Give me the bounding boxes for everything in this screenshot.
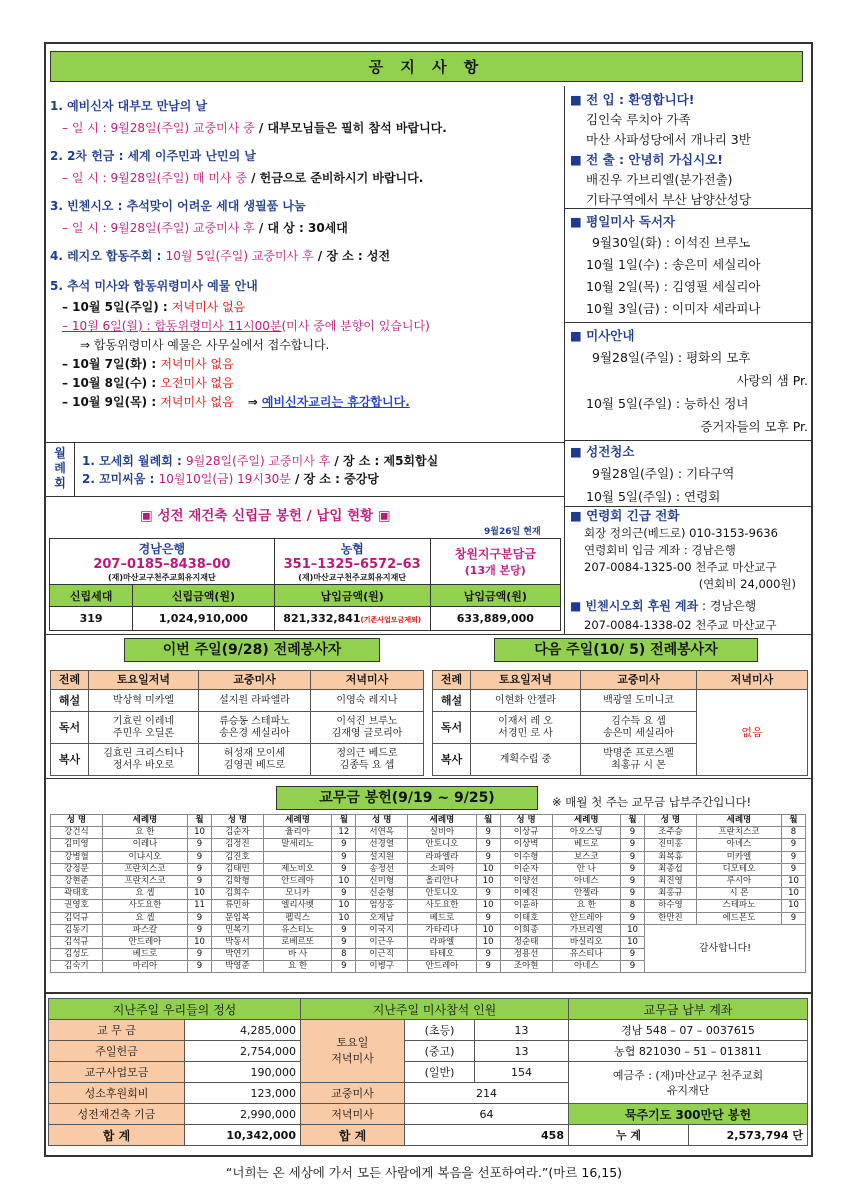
dues-cell: 김순자 bbox=[211, 827, 263, 839]
divider bbox=[565, 208, 811, 209]
dues-cell: 민복기 bbox=[211, 924, 263, 936]
divider bbox=[46, 496, 564, 497]
dues-header-cell: 월 bbox=[332, 815, 356, 827]
dues-cell: 프란치스코 bbox=[102, 863, 187, 875]
dues-cell: 정순태 bbox=[500, 936, 552, 948]
dues-cell: 10 bbox=[188, 888, 212, 900]
dues-header-cell: 성 명 bbox=[500, 815, 552, 827]
dues-cell: 이윤하 bbox=[500, 900, 552, 912]
offering-heading: 지난주일 우리들의 정성 bbox=[49, 999, 301, 1020]
dues-cell: 최복휴 bbox=[644, 851, 696, 863]
dues-cell: 9 bbox=[476, 961, 500, 973]
dues-cell: 9 bbox=[621, 851, 645, 863]
table-row bbox=[51, 851, 806, 863]
fund-val-households: 319 bbox=[50, 607, 133, 631]
dues-cell: 에드몬도 bbox=[696, 912, 781, 924]
table-row bbox=[51, 888, 806, 900]
dues-cell: 보스코 bbox=[552, 851, 621, 863]
table-row bbox=[51, 900, 806, 912]
dues-cell: 말세리노 bbox=[263, 839, 332, 851]
dues-cell: 10 bbox=[476, 875, 500, 887]
dues-cell: 선경열 bbox=[356, 839, 408, 851]
mass-2b: 증거자들의 모후 Pr. bbox=[700, 419, 808, 434]
right-column bbox=[570, 90, 808, 210]
dues-cell: 9 bbox=[621, 912, 645, 924]
dues-cell: 권영호 bbox=[51, 900, 103, 912]
dues-cell bbox=[263, 851, 332, 863]
dues-cell: 10 bbox=[188, 827, 212, 839]
dues-cell: 로베르또 bbox=[263, 936, 332, 948]
dues-header-cell: 세례명 bbox=[552, 815, 621, 827]
dues-cell: 강병혈 bbox=[51, 851, 103, 863]
dues-cell: 진미홍 bbox=[644, 839, 696, 851]
cleaning-heading: ■ 성전청소 bbox=[570, 444, 635, 459]
dues-cell: 서연옥 bbox=[356, 827, 408, 839]
table-row bbox=[51, 912, 806, 924]
dues-cell: 8 bbox=[782, 827, 806, 839]
fund-col-households: 신립세대 bbox=[50, 585, 133, 607]
monthly-line-1: 1. 모세회 월례회 : 9월28일(주일) 교중미사 후 / 장 소 : 제5회합실 bbox=[82, 454, 439, 468]
dues-cell: 9 bbox=[621, 839, 645, 851]
chuseok-line-1: – 10월 5일(주일) : 저녁미사 없음 bbox=[62, 300, 246, 314]
dues-cell: 신순형 bbox=[356, 888, 408, 900]
dues-cell: 10 bbox=[782, 875, 806, 887]
dues-cell: 박영준 bbox=[211, 961, 263, 973]
dues-cell: 김숙기 bbox=[51, 961, 103, 973]
service-next-title: 다음 주일(10/ 5) 전례봉사자 bbox=[494, 638, 758, 662]
dues-cell: 김성도 bbox=[51, 949, 103, 961]
service-this-title: 이번 주일(9/28) 전례봉사자 bbox=[124, 638, 380, 662]
dues-cell: 하수영 bbox=[644, 900, 696, 912]
dues-cell: 9 bbox=[188, 961, 212, 973]
chuseok-line-4: – 10월 7일(화) : 저녁미사 없음 bbox=[62, 357, 234, 371]
mass-heading: ■ 미사안내 bbox=[570, 328, 635, 343]
dues-cell: 이수형 bbox=[500, 851, 552, 863]
dues-cell: 9 bbox=[188, 863, 212, 875]
dues-header-cell: 세례명 bbox=[263, 815, 332, 827]
dues-cell: 가타리나 bbox=[408, 924, 477, 936]
mass-1: 9월28일(주일) : 평화의 모후 bbox=[592, 350, 751, 365]
dues-cell: 9 bbox=[621, 875, 645, 887]
dues-cell: 9 bbox=[621, 863, 645, 875]
cleaning-2: 10월 5일(주일) : 연령회 bbox=[586, 489, 721, 504]
dues-cell: 바실리오 bbox=[552, 936, 621, 948]
dues-header-cell: 월 bbox=[188, 815, 212, 827]
dues-cell: 안젤라 bbox=[552, 888, 621, 900]
divider bbox=[565, 440, 811, 441]
dues-cell: 김태민 bbox=[211, 863, 263, 875]
table-row bbox=[51, 924, 806, 936]
fund-col-pledge: 신립금액(원) bbox=[133, 585, 275, 607]
dues-cell: 제노비오 bbox=[263, 863, 332, 875]
table-row bbox=[51, 863, 806, 875]
funeral-fee: (연회비 24,000원) bbox=[698, 577, 796, 591]
dues-cell: 베드로 bbox=[408, 912, 477, 924]
dues-cell: 10 bbox=[332, 875, 356, 887]
dues-cell: 베드로 bbox=[552, 839, 621, 851]
column-divider bbox=[564, 86, 565, 634]
cleaning-1: 9월28일(주일) : 기타구역 bbox=[592, 466, 735, 481]
dues-cell: 라파엘 bbox=[408, 936, 477, 948]
dues-cell: 10 bbox=[621, 936, 645, 948]
dues-cell: 문임복 bbox=[211, 912, 263, 924]
dues-cell: 사도요한 bbox=[408, 900, 477, 912]
dues-cell: 10 bbox=[476, 900, 500, 912]
dues-cell: 엘리사벳 bbox=[263, 900, 332, 912]
dues-cell: 강현준 bbox=[51, 875, 103, 887]
dues-cell: 9 bbox=[621, 888, 645, 900]
notice-1-head: 1. 예비신자 대부모 만남의 날 bbox=[50, 99, 208, 113]
dues-cell: 9 bbox=[332, 924, 356, 936]
dues-cell: 11 bbox=[188, 900, 212, 912]
dues-table bbox=[50, 814, 806, 973]
dues-cell: 9 bbox=[782, 863, 806, 875]
chuseok-line-3: ⇒ 합동위령미사 예물은 사무실에서 접수합니다. bbox=[80, 338, 330, 352]
notice-5-head: 5. 추석 미사와 합동위령미사 예물 안내 bbox=[50, 279, 258, 293]
dues-cell: 9 bbox=[621, 827, 645, 839]
chuseok-line-5: – 10월 8일(수) : 오전미사 없음 bbox=[62, 376, 234, 390]
dues-cell: 정용선 bbox=[500, 949, 552, 961]
dues-cell: 10 bbox=[782, 900, 806, 912]
service-this-table: 전례 토요일저녁 교중미사 저녁미사 해설 박상혁 미카엘 설지원 라파엘라 이영숙 레지나 독서 기효린 이레네 주민우 오딜론 류승동 스테파노 송은경 세실리아 이석진 브루노 김재영 글로리아 복사 김효린 크리스티나 정서우 바오로 허성재 모이세 김영권 베드로 정의근 베드로 김종득 요 셉 bbox=[50, 670, 424, 776]
dues-cell: 안드레아 bbox=[408, 961, 477, 973]
dues-cell: 김동기 bbox=[51, 924, 103, 936]
dues-cell: 류민하 bbox=[211, 900, 263, 912]
dues-header-cell: 세례명 bbox=[102, 815, 187, 827]
vincent-heading: ■ 빈첸시오회 후원 계좌 : 경남은행 bbox=[570, 599, 757, 613]
fund-table bbox=[49, 538, 561, 631]
dues-cell: 베드로 bbox=[102, 949, 187, 961]
transfer-in-heading: ■ 전 입 : 환영합니다! bbox=[570, 92, 695, 107]
readers-heading: ■ 평일미사 독서자 bbox=[570, 214, 676, 229]
dues-cell: 9 bbox=[476, 949, 500, 961]
dues-cell: 9 bbox=[332, 863, 356, 875]
dues-cell: 9 bbox=[188, 875, 212, 887]
dues-cell: 아네스 bbox=[552, 875, 621, 887]
page-title: 공 지 사 항 bbox=[50, 51, 803, 82]
table-row bbox=[51, 827, 806, 839]
dues-cell: 이희종 bbox=[500, 924, 552, 936]
funeral-phone: 회장 정의근(베드로) 010-3153-9636 bbox=[584, 526, 778, 540]
dues-cell: 요 한 bbox=[552, 900, 621, 912]
dues-cell: 10 bbox=[621, 924, 645, 936]
dues-cell: 김정진 bbox=[211, 839, 263, 851]
dues-header-cell: 성 명 bbox=[644, 815, 696, 827]
fund-val-paid: 821,332,841(기존사업모금제외) bbox=[274, 607, 430, 631]
dues-header-cell: 세례명 bbox=[408, 815, 477, 827]
dues-cell: 스테파노 bbox=[696, 900, 781, 912]
dues-cell: 12 bbox=[332, 827, 356, 839]
dues-cell: 안토니오 bbox=[408, 888, 477, 900]
dues-cell: 요 셉 bbox=[102, 888, 187, 900]
fund-title: ▣ 성전 재건축 신립금 봉헌 / 납입 현황 ▣ bbox=[140, 508, 391, 524]
dues-cell: 시 몬 bbox=[696, 888, 781, 900]
mass-1b: 사랑의 샘 Pr. bbox=[736, 373, 808, 388]
dues-cell: 이태호 bbox=[500, 912, 552, 924]
notices bbox=[50, 98, 560, 410]
dues-header-cell: 성 명 bbox=[211, 815, 263, 827]
table-row bbox=[51, 875, 806, 887]
dues-cell: 박동서 bbox=[211, 936, 263, 948]
dues-cell: 9 bbox=[476, 839, 500, 851]
dues-cell: 유스티나 bbox=[552, 949, 621, 961]
dues-cell: 오재남 bbox=[356, 912, 408, 924]
dues-cell: 9 bbox=[476, 851, 500, 863]
dues-cell: 가브리엘 bbox=[552, 924, 621, 936]
dues-cell: 8 bbox=[621, 900, 645, 912]
dues-cell: 9 bbox=[621, 949, 645, 961]
dues-header-cell: 월 bbox=[621, 815, 645, 827]
dues-cell: 프란치스코 bbox=[696, 827, 781, 839]
dues-cell: 엄상홍 bbox=[356, 900, 408, 912]
dues-cell: 아네스 bbox=[552, 961, 621, 973]
dues-cell: 김학형 bbox=[211, 875, 263, 887]
dues-cell: 안 나 bbox=[552, 863, 621, 875]
dues-cell: 이근직 bbox=[356, 949, 408, 961]
dues-cell: 설지원 bbox=[356, 851, 408, 863]
reader-4: 10월 3일(금) : 이미자 세라피나 bbox=[586, 301, 761, 316]
dues-header-cell: 성 명 bbox=[51, 815, 103, 827]
divider bbox=[74, 442, 75, 496]
dues-cell: 10 bbox=[476, 863, 500, 875]
dues-cell: 최홍규 bbox=[644, 888, 696, 900]
dues-cell: 실비아 bbox=[408, 827, 477, 839]
transfer-out-2: 기타구역에서 부산 남양산성당 bbox=[586, 192, 751, 207]
funeral-account-label: 연령회비 입금 계좌 : 경남은행 bbox=[584, 543, 736, 557]
dues-cell: 안드레아 bbox=[552, 912, 621, 924]
dues-cell: 9 bbox=[782, 912, 806, 924]
dues-header-cell: 세례명 bbox=[696, 815, 781, 827]
bank-nh: 농협 351–1325–6572–63 (재)마산교구천주교회유지재단 bbox=[274, 539, 430, 585]
monthly-side-label: 월 례 회 bbox=[54, 446, 66, 490]
dues-cell: 10 bbox=[476, 924, 500, 936]
notice-2-head: 2. 2차 헌금 : 세계 이주민과 난민의 날 bbox=[50, 149, 256, 163]
funeral-heading: ■ 연령회 긴급 전화 bbox=[570, 508, 680, 523]
notice-4: 4. 레지오 합동주회 : 10월 5일(주일) 교중미사 후 / 장 소 : 성전 bbox=[50, 249, 391, 263]
fund-date: 9월26일 현재 bbox=[484, 527, 541, 537]
dues-cell: 이순자 bbox=[500, 863, 552, 875]
dues-cell: 한만진 bbox=[644, 912, 696, 924]
dues-cell: 9 bbox=[332, 888, 356, 900]
dues-cell: 9 bbox=[782, 851, 806, 863]
vincent-section bbox=[570, 596, 808, 634]
dues-cell: 요 한 bbox=[102, 827, 187, 839]
mass-2: 10월 5일(주일) : 능하신 정녀 bbox=[586, 396, 749, 411]
cleaning-section bbox=[570, 442, 808, 508]
dues-cell: 조주승 bbox=[644, 827, 696, 839]
footer-verse: “너희는 온 세상에 가서 모든 사람에게 복음을 선포하여라.”(마르 16,15) bbox=[225, 1165, 623, 1180]
divider bbox=[46, 634, 811, 635]
attendance-heading: 지난주일 미사참석 인원 bbox=[301, 999, 569, 1020]
dues-cell: 라파엘라 bbox=[408, 851, 477, 863]
dues-cell: 9 bbox=[332, 936, 356, 948]
divider bbox=[565, 322, 811, 323]
transfer-in-1: 김인숙 루치아 가족 bbox=[586, 112, 691, 127]
transfer-out-1: 배진우 가브리엘(분가전출) bbox=[586, 172, 733, 187]
bank-changwon: 창원지구분담금 (13개 본당) bbox=[430, 539, 560, 585]
dues-cell: 프란치스코 bbox=[102, 875, 187, 887]
dues-cell: 9 bbox=[476, 888, 500, 900]
dues-cell: 이국지 bbox=[356, 924, 408, 936]
fund-val-pledge: 1,024,910,000 bbox=[133, 607, 275, 631]
dues-cell: 아녜스 bbox=[696, 839, 781, 851]
dues-cell: 김석규 bbox=[51, 936, 103, 948]
divider bbox=[46, 442, 564, 443]
dues-note: ※ 매월 첫 주는 교무금 납부주간입니다! bbox=[552, 795, 752, 809]
dues-cell: 이레나 bbox=[102, 839, 187, 851]
dues-cell: 9 bbox=[188, 851, 212, 863]
reader-1: 9월30일(화) : 이석진 브루노 bbox=[592, 235, 751, 250]
dues-cell: 김덕규 bbox=[51, 912, 103, 924]
dues-cell: 최진영 bbox=[644, 875, 696, 887]
dues-cell: 율리아 bbox=[263, 827, 332, 839]
dues-cell: 강건식 bbox=[51, 827, 103, 839]
notice-2-detail: – 일 시 : 9월28일(주일) 매 미사 중 / 헌금으로 준비하시기 바랍니다. bbox=[62, 171, 424, 185]
dues-cell: 안토니오 bbox=[408, 839, 477, 851]
notice-3-detail: – 일 시 : 9월28일(주일) 교중미사 후 / 대 상 : 30세대 bbox=[62, 221, 348, 235]
reader-3: 10월 2일(목) : 김영필 세실리아 bbox=[586, 279, 761, 294]
dues-cell: 모니카 bbox=[263, 888, 332, 900]
dues-header-cell: 월 bbox=[476, 815, 500, 827]
fund-val-paid-2: 633,889,000 bbox=[430, 607, 560, 631]
vincent-account: 207-0084-1338-02 천주교 마산교구 bbox=[584, 618, 777, 632]
dues-cell: 안드레아 bbox=[263, 875, 332, 887]
dues-cell: 이병구 bbox=[356, 961, 408, 973]
dues-cell: 아오스딩 bbox=[552, 827, 621, 839]
dues-cell: 이근우 bbox=[356, 936, 408, 948]
dues-cell: 신미형 bbox=[356, 875, 408, 887]
dues-cell: 송정선 bbox=[356, 863, 408, 875]
service-next-table: 전례 토요일저녁 교중미사 저녁미사 해설 이현화 안젤라 백광열 도미니코 없음 독서 이재서 레 오 서경민 로 사 김수득 요 셉 송은미 세실리아 복사 계획수립 중 박명준 프로스펠 최홍규 시 몬 bbox=[432, 670, 808, 776]
dues-cell: 이상벽 bbox=[500, 839, 552, 851]
summary-table: 지난주일 우리들의 정성 지난주일 미사참석 인원 교무금 납부 계좌 교 무 금 4,285,000 토요일 저녁미사 (초등) 13 경남 548 – 07 – 0037615 주일헌금 2,754,000 (중고) 13 농협 821030 – 51 – 013811 교구사업모금 190,000 (일반) 154 예금주 : (재)마산교구 천주교회 유지재단 성소후원회비 123,000 교중미사 214 성전재건축 기금 2,990,000 저녁미사 64 묵주기도 300만단 봉헌 합 계 10,342,000 합 계 458 누 계 2,573,794 단 bbox=[48, 998, 808, 1146]
dues-cell: 박연기 bbox=[211, 949, 263, 961]
chuseok-line-2: – 10월 6일(월) : 합동위령미사 11시00분(미사 중에 분향이 있습니다) bbox=[62, 319, 430, 333]
dues-cell: 10 bbox=[782, 888, 806, 900]
dues-header-cell: 월 bbox=[782, 815, 806, 827]
dues-cell: 디모테오 bbox=[696, 863, 781, 875]
dues-cell: 사도요한 bbox=[102, 900, 187, 912]
dues-cell: 10 bbox=[476, 936, 500, 948]
dues-cell: 이양선 bbox=[500, 875, 552, 887]
dues-cell: 루시아 bbox=[696, 875, 781, 887]
transfer-out-heading: ■ 전 출 : 안녕히 가십시오! bbox=[570, 152, 723, 167]
dues-cell: 요 한 bbox=[263, 961, 332, 973]
dues-cell: 김진호 bbox=[211, 851, 263, 863]
funeral-section bbox=[570, 507, 808, 593]
bank-kn: 경남은행 207–0185–8438–00 (재)마산교구천주교회유지재단 bbox=[50, 539, 275, 585]
dues-cell: 강정문 bbox=[51, 863, 103, 875]
dues-cell: 타테오 bbox=[408, 949, 477, 961]
monthly-line-2: 2. 꼬미씨움 : 10월10일(금) 19시30분 / 장 소 : 중강당 bbox=[82, 472, 379, 486]
dues-cell: 파스칼 bbox=[102, 924, 187, 936]
dues-cell: 김미영 bbox=[51, 839, 103, 851]
dues-thanks: 감사합니다! bbox=[644, 924, 805, 973]
transfer-in-2: 마산 사파성당에서 개나리 3반 bbox=[586, 132, 751, 147]
dues-account-heading: 교무금 납부 계좌 bbox=[569, 999, 808, 1020]
dues-cell: 9 bbox=[332, 961, 356, 973]
divider bbox=[46, 992, 811, 994]
readers-section bbox=[570, 212, 808, 320]
dues-cell: 9 bbox=[476, 827, 500, 839]
dues-cell: 곽태호 bbox=[51, 888, 103, 900]
chuseok-line-6: – 10월 9일(목) : 저녁미사 없음 ⇒ 예비신자교리는 휴강합니다. bbox=[62, 395, 410, 409]
dues-cell: 이상규 bbox=[500, 827, 552, 839]
dues-cell: 최종섭 bbox=[644, 863, 696, 875]
funeral-account: 207-0084-1325-00 천주교 마산교구 bbox=[584, 560, 777, 574]
dues-cell: 소피아 bbox=[408, 863, 477, 875]
dues-cell: 9 bbox=[621, 961, 645, 973]
dues-cell: 미카엘 bbox=[696, 851, 781, 863]
dues-cell: 9 bbox=[188, 924, 212, 936]
dues-cell: 요 셉 bbox=[102, 912, 187, 924]
dues-cell: 8 bbox=[332, 949, 356, 961]
notice-1-detail: – 일 시 : 9월28일(주일) 교중미사 중 / 대부모님들은 필히 참석 바랍니다. bbox=[62, 121, 447, 135]
dues-cell: 이냐시오 bbox=[102, 851, 187, 863]
table-row bbox=[51, 839, 806, 851]
fund-col-paid-2: 납입금액(원) bbox=[430, 585, 560, 607]
dues-cell: 9 bbox=[476, 912, 500, 924]
dues-cell: 9 bbox=[782, 839, 806, 851]
dues-cell: 바 사 bbox=[263, 949, 332, 961]
dues-cell: 9 bbox=[188, 912, 212, 924]
dues-cell: 김희수 bbox=[211, 888, 263, 900]
dues-cell: 10 bbox=[332, 900, 356, 912]
dues-cell: 조아현 bbox=[500, 961, 552, 973]
dues-cell: 펠릭스 bbox=[263, 912, 332, 924]
divider bbox=[46, 778, 811, 779]
notice-3-head: 3. 빈첸시오 : 추석맞이 어려운 세대 생필품 나눔 bbox=[50, 199, 306, 213]
dues-cell: 10 bbox=[188, 936, 212, 948]
dues-cell: 9 bbox=[188, 949, 212, 961]
mass-section bbox=[570, 326, 808, 438]
dues-cell: 안드레아 bbox=[102, 936, 187, 948]
dues-title: 교무금 봉헌(9/19 ~ 9/25) bbox=[276, 786, 538, 810]
dues-cell: 9 bbox=[188, 839, 212, 851]
dues-cell: 이예진 bbox=[500, 888, 552, 900]
reader-2: 10월 1일(수) : 송은미 세실리아 bbox=[586, 257, 761, 272]
dues-cell: 올리안나 bbox=[408, 875, 477, 887]
dues-cell: 10 bbox=[332, 912, 356, 924]
dues-cell: 유스티노 bbox=[263, 924, 332, 936]
dues-cell: 9 bbox=[332, 839, 356, 851]
dues-cell: 9 bbox=[332, 851, 356, 863]
dues-cell: 마리아 bbox=[102, 961, 187, 973]
fund-col-paid: 납입금액(원) bbox=[274, 585, 430, 607]
dues-header-cell: 성 명 bbox=[356, 815, 408, 827]
